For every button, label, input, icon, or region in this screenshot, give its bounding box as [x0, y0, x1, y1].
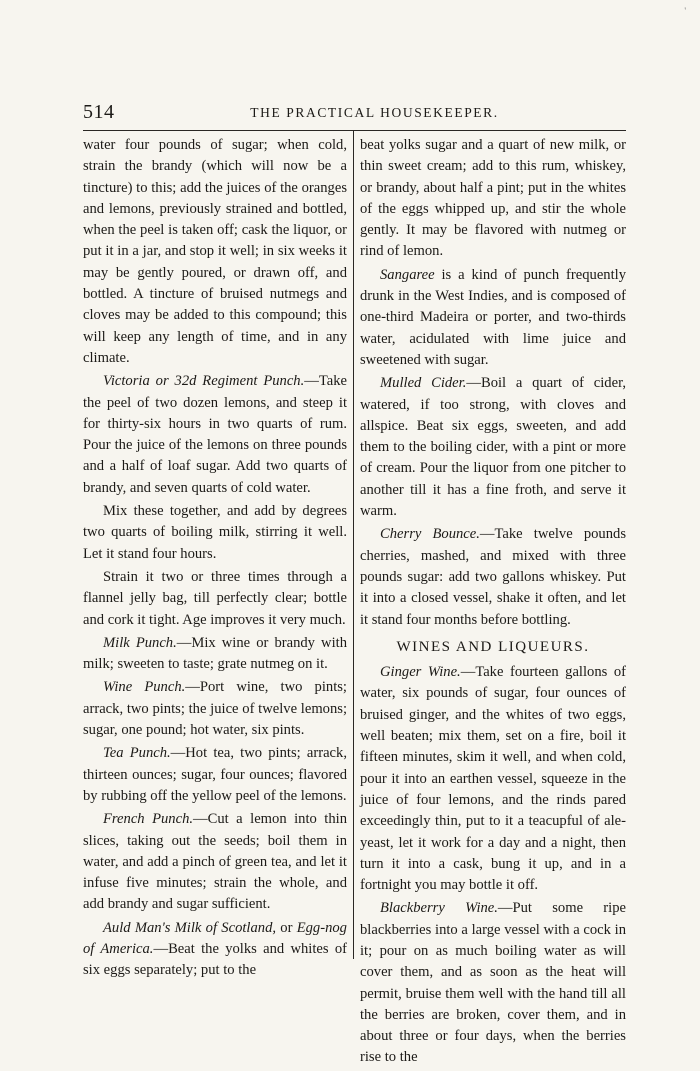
recipe-blackberry-wine: Blackberry Wine.—Put some ripe blackberries into a large vessel with a cock in it; pour on as much boiling water as will cover them, and as soon as the heat will permit, bruise them well with the hand till all the berries are broken, cover them, and in about three or four days, when the berries rise to the: [360, 900, 626, 1066]
recipe-title: Mulled Cider.: [380, 375, 467, 392]
recipe-title: French Punch.: [103, 811, 194, 828]
corner-mark: ': [684, 6, 686, 16]
recipe-title: Wine Punch.: [103, 679, 186, 696]
section-heading: WINES AND LIQUEURS.: [396, 638, 590, 655]
running-title: THE PRACTICAL HOUSEKEEPER.: [250, 105, 499, 120]
recipe-cherry-bounce: Cherry Bounce.—Take twelve pounds cherries, mashed, and mixed with three pounds sugar: add two gallons whiskey. Put it into a closed vessel, shake it often, and let it stand four months before bottling.: [360, 526, 626, 628]
recipe-victoria-punch: Victoria or 32d Regiment Punch.—Take the peel of two dozen lemons, and steep it for thirty-six hours in two quarts of rum. Pour the juice of the lemons on three pounds and a half of loaf sugar. Add two quarts of brandy, and seven quarts of cold water.: [83, 373, 347, 496]
recipe-french-punch: French Punch.—Cut a lemon into thin slices, taking out the seeds; boil them in water, and add a pinch of green tea, and let it infuse five minutes; strain the whole, and add brandy and sugar sufficient.: [83, 811, 347, 913]
page-header: [83, 101, 626, 123]
recipe-wine-punch: Wine Punch.—Port wine, two pints; arrack, two pints; the juice of twelve lemons; sugar, one pound; hot water, six pints.: [83, 679, 347, 739]
recipe-title: Auld Man's Milk of Scotland,: [103, 919, 277, 936]
left-column: [83, 135, 347, 984]
recipe-mulled-cider: Mulled Cider.—Boil a quart of cider, watered, if too strong, with cloves and allspice. Beat six eggs, sweeten, and add them to the boiling cider, with a pint or more of cream. Pour the liquor from one pitcher to another till it has a fine froth, and serve it warm.: [360, 375, 626, 520]
header-rule: [83, 130, 626, 131]
paragraph: Strain it two or three times through a flannel jelly bag, till perfectly clear; bottle and cork it tight. Age improves it very much.: [83, 568, 347, 628]
recipe-title-alt: Egg-nog of America.: [83, 919, 347, 957]
recipe-title: Sangaree: [380, 266, 435, 283]
recipe-auld-mans-milk: Auld Man's Milk of Scotland, or Egg-nog of America.—Beat the yolks and whites of six eggs separately; put to the: [83, 919, 347, 979]
right-column: [360, 135, 626, 1071]
recipe-title: Milk Punch.: [103, 634, 177, 651]
recipe-title: Cherry Bounce.: [380, 526, 480, 543]
recipe-sangaree: Sangaree is a kind of punch frequently drunk in the West Indies, and is composed of one-third Madeira or porter, and two-thirds water, acidulated with lime juice and sweetened with sugar.: [360, 266, 626, 368]
paragraph: water four pounds of sugar; when cold, strain the brandy (which will now be a tincture) to this; add the juices of the oranges and lemons, previously strained and bottled, when the peel is taken off; cask the liquor, or put it in a jar, and stop it well; in six weeks it may be gently poured, or drawn off, and bottled. A tincture of bruised nutmegs and cloves may be added to this compound; this will keep any length of time, and in any climate.: [83, 137, 347, 366]
recipe-milk-punch: Milk Punch.—Mix wine or brandy with milk; sweeten to taste; grate nutmeg on it.: [83, 634, 348, 673]
paragraph: Mix these together, and add by degrees two quarts of boiling milk, stirring it well. Let it stand four hours.: [83, 503, 347, 562]
recipe-title: Ginger Wine.: [380, 664, 461, 681]
recipe-tea-punch: Tea Punch.—Hot tea, two pints; arrack, thirteen ounces; sugar, four ounces; flavored by rubbing off the yellow peel of the lemons.: [83, 745, 347, 804]
recipe-ginger-wine: Ginger Wine.—Take fourteen gallons of water, six pounds of sugar, four ounces of bruised ginger, and the whites of two eggs, well beaten; mix them, set on a fire, boil it fifteen minutes, skim it well, and when cold, pour it into an earthen vessel, squeeze in the juice of four lemons, and the rinds pared exceedingly thin, put to it a teacupful of ale-yeast, let it work for a day and a night, then turn it into a cask, bung it up, and in a fortnight you may bottle it off.: [360, 664, 626, 894]
recipe-title: Victoria or 32d Regiment Punch.: [103, 373, 305, 390]
recipe-title: Blackberry Wine.: [380, 900, 498, 917]
page-number: 514: [83, 101, 115, 123]
column-divider: [353, 131, 354, 959]
recipe-title: Tea Punch.: [103, 745, 171, 762]
paragraph: beat yolks sugar and a quart of new milk, or thin sweet cream; add to this rum, whiskey, or brandy, about half a pint; put in the whites of the eggs whipped up, and stir the whole gently. It may be flavored with nutmeg or rind of lemon.: [360, 137, 626, 260]
